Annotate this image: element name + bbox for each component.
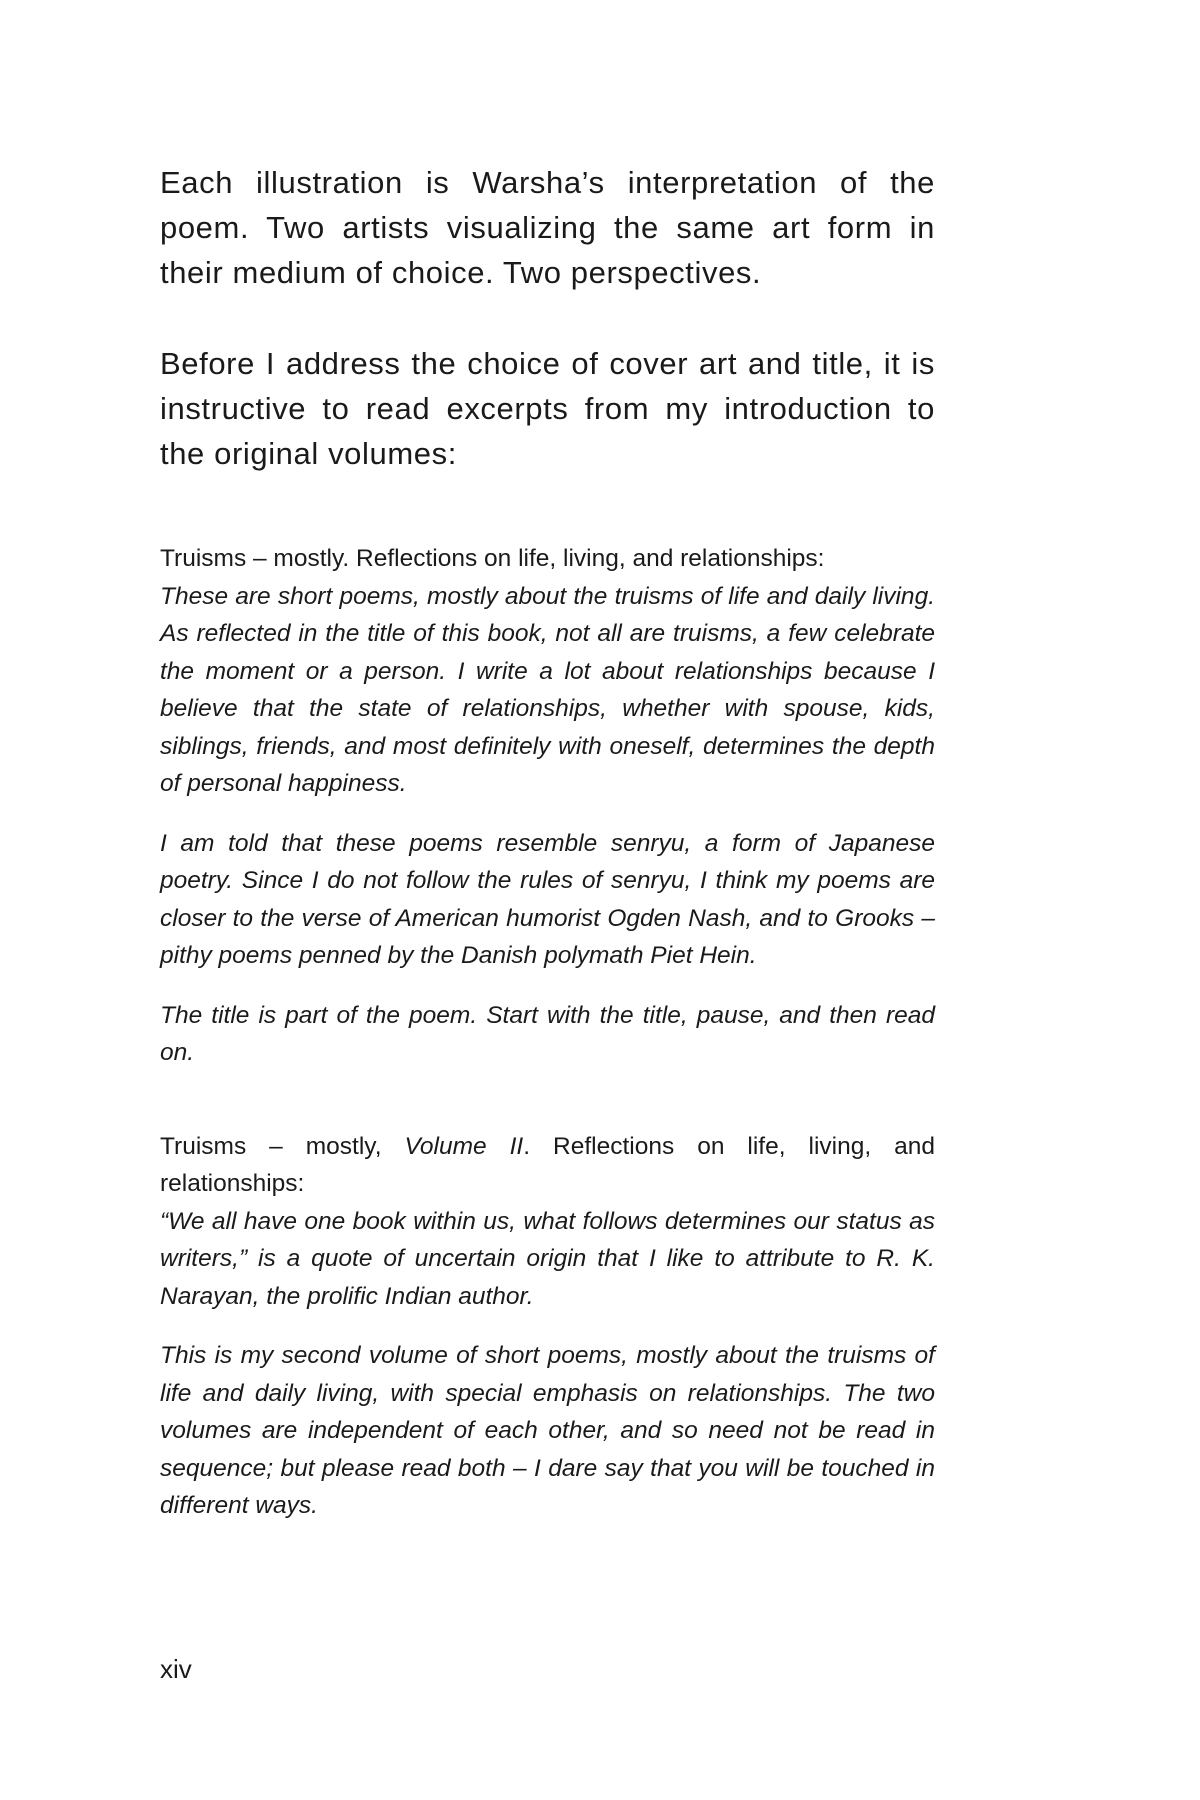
excerpt-paragraph: “We all have one book within us, what follows determines our status as writers,” is a quote of uncertain origin that I like to attribute to R. K. Narayan, the prolific Indian author. <box>160 1207 935 1310</box>
page-body <box>160 160 935 1525</box>
excerpt-heading: Truisms – mostly. Reflections on life, living, and relationships: <box>160 545 825 572</box>
heading-suffix: . Reflections on life, living, and relationships: <box>160 1132 935 1197</box>
excerpt-paragraph: These are short poems, mostly about the truisms of life and daily living. As reflected in the title of this book, not all are truisms, a few celebrate the moment or a person. I write a lot about relationships because I believe that the state of relationships, whether with spouse, kids, siblings, friends, and most definitely with oneself, determines the depth of personal happiness. <box>160 582 935 797</box>
excerpt-paragraph: The title is part of the poem. Start with the title, pause, and then read on. <box>160 1001 935 1066</box>
excerpt-volume-2 <box>160 1128 935 1525</box>
paragraph-cover-art: Before I address the choice of cover art and title, it is instructive to read excerpts from my introduction to the original volumes: <box>160 346 935 471</box>
heading-volume: Volume II <box>404 1132 524 1160</box>
excerpt-heading <box>160 1128 935 1203</box>
excerpt-paragraph: I am told that these poems resemble senryu, a form of Japanese poetry. Since I do not follow the rules of senryu, I think my poems are closer to the verse of American humorist Ogden Nash, and to Grooks – pithy poems penned by the Danish polymath Piet Hein. <box>160 829 935 969</box>
heading-prefix: Truisms – mostly, <box>160 1132 405 1160</box>
page-number: xiv <box>160 1654 192 1684</box>
excerpt-volume-1 <box>160 540 935 1072</box>
paragraph-illustrations: Each illustration is Warsha’s interpretation of the poem. Two artists visualizing the same art form in their medium of choice. Two perspectives. <box>160 165 935 290</box>
excerpt-paragraph: This is my second volume of short poems, mostly about the truisms of life and daily living, with special emphasis on relationships. The two volumes are independent of each other, and so need not be read in sequence; but please read both – I dare say that you will be touched in different ways. <box>160 1342 935 1519</box>
